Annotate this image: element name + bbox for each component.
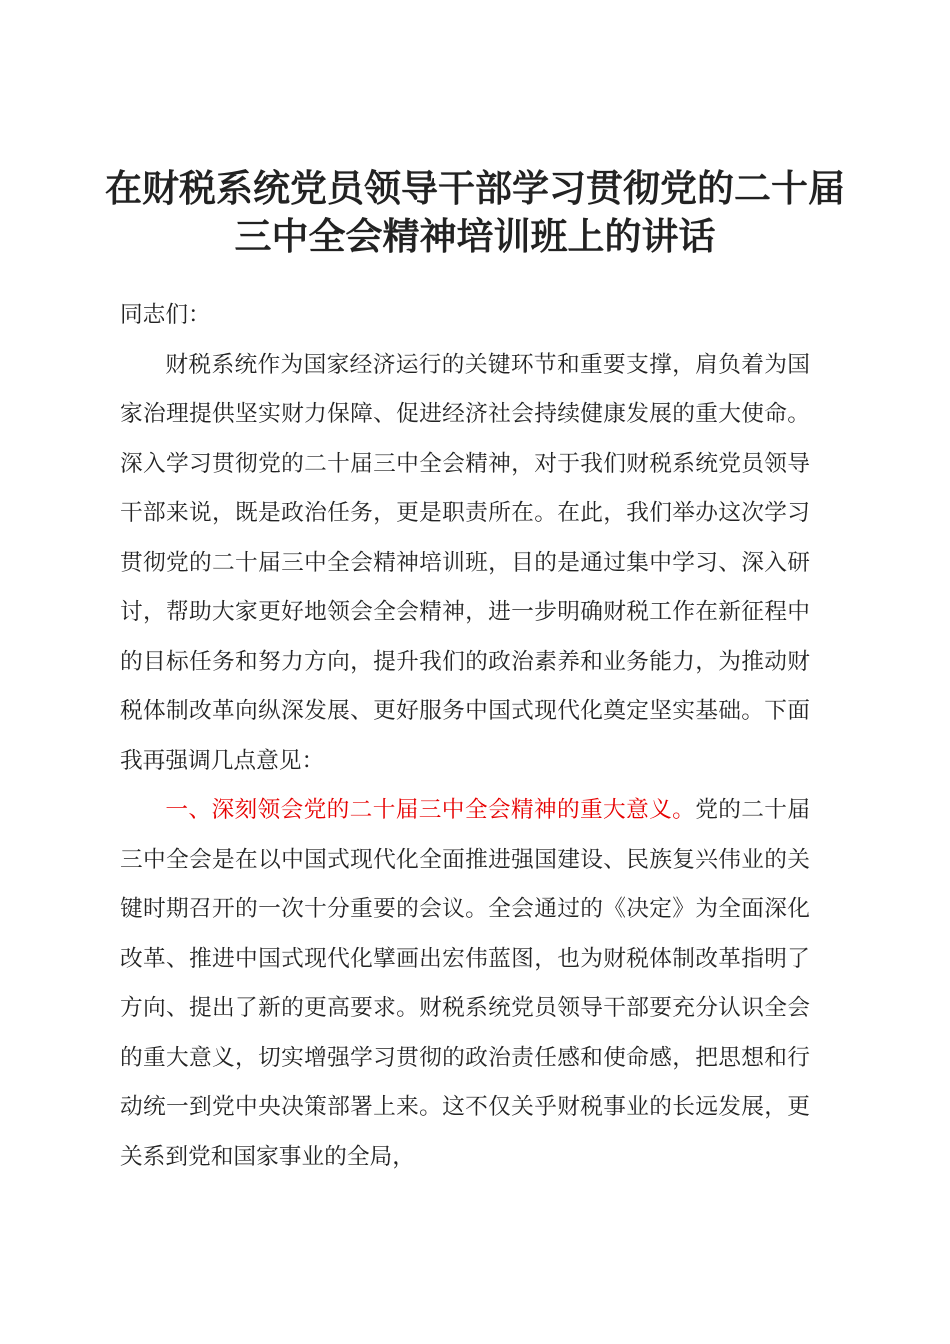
paragraph-intro: 财税系统作为国家经济运行的关键环节和重要支撑，肩负着为国家治理提供坚实财力保障、促进经济社会持续健康发展的重大使命。深入学习贯彻党的二十届三中全会精神，对于我们财税系统党员领导干部来说，既是政治任务，更是职责所在。在此，我们举办这次学习贯彻党的二十届三中全会精神培训班，目的是通过集中学习、深入研讨，帮助大家更好地领会全会精神，进一步明确财税工作在新征程中的目标任务和努力方向，提升我们的政治素养和业务能力，为推动财税体制改革向纵深发展、更好服务中国式现代化奠定坚实基础。下面我再强调几点意见： bbox=[120, 351, 810, 774]
document-title-line-2: 三中全会精神培训班上的讲话 bbox=[234, 214, 716, 258]
section-1-body: 党的二十届三中全会是在以中国式现代化全面推进强国建设、民族复兴伟业的关键时期召开的一次十分重要的会议。全会通过的《决定》为全面深化改革、推进中国式现代化擘画出宏伟蓝图，也为财税体制改革指明了方向、提出了新的更高要求。财税系统党员领导干部要充分认识全会的重大意义，切实增强学习贯彻的政治责任感和使命感，把思想和行动统一到党中央决策部署上来。这不仅关乎财税事业的长远发展，更关系到党和国家事业的全局， bbox=[120, 797, 811, 1170]
paragraph-section-1 bbox=[120, 786, 810, 1182]
document-body bbox=[120, 291, 810, 1182]
section-1-heading: 一、深刻领会党的二十届三中全会精神的重大意义。 bbox=[165, 797, 696, 823]
document-title-line-1: 在财税系统党员领导干部学习贯彻党的二十届 bbox=[105, 166, 845, 210]
salutation: 同志们： bbox=[120, 302, 211, 328]
